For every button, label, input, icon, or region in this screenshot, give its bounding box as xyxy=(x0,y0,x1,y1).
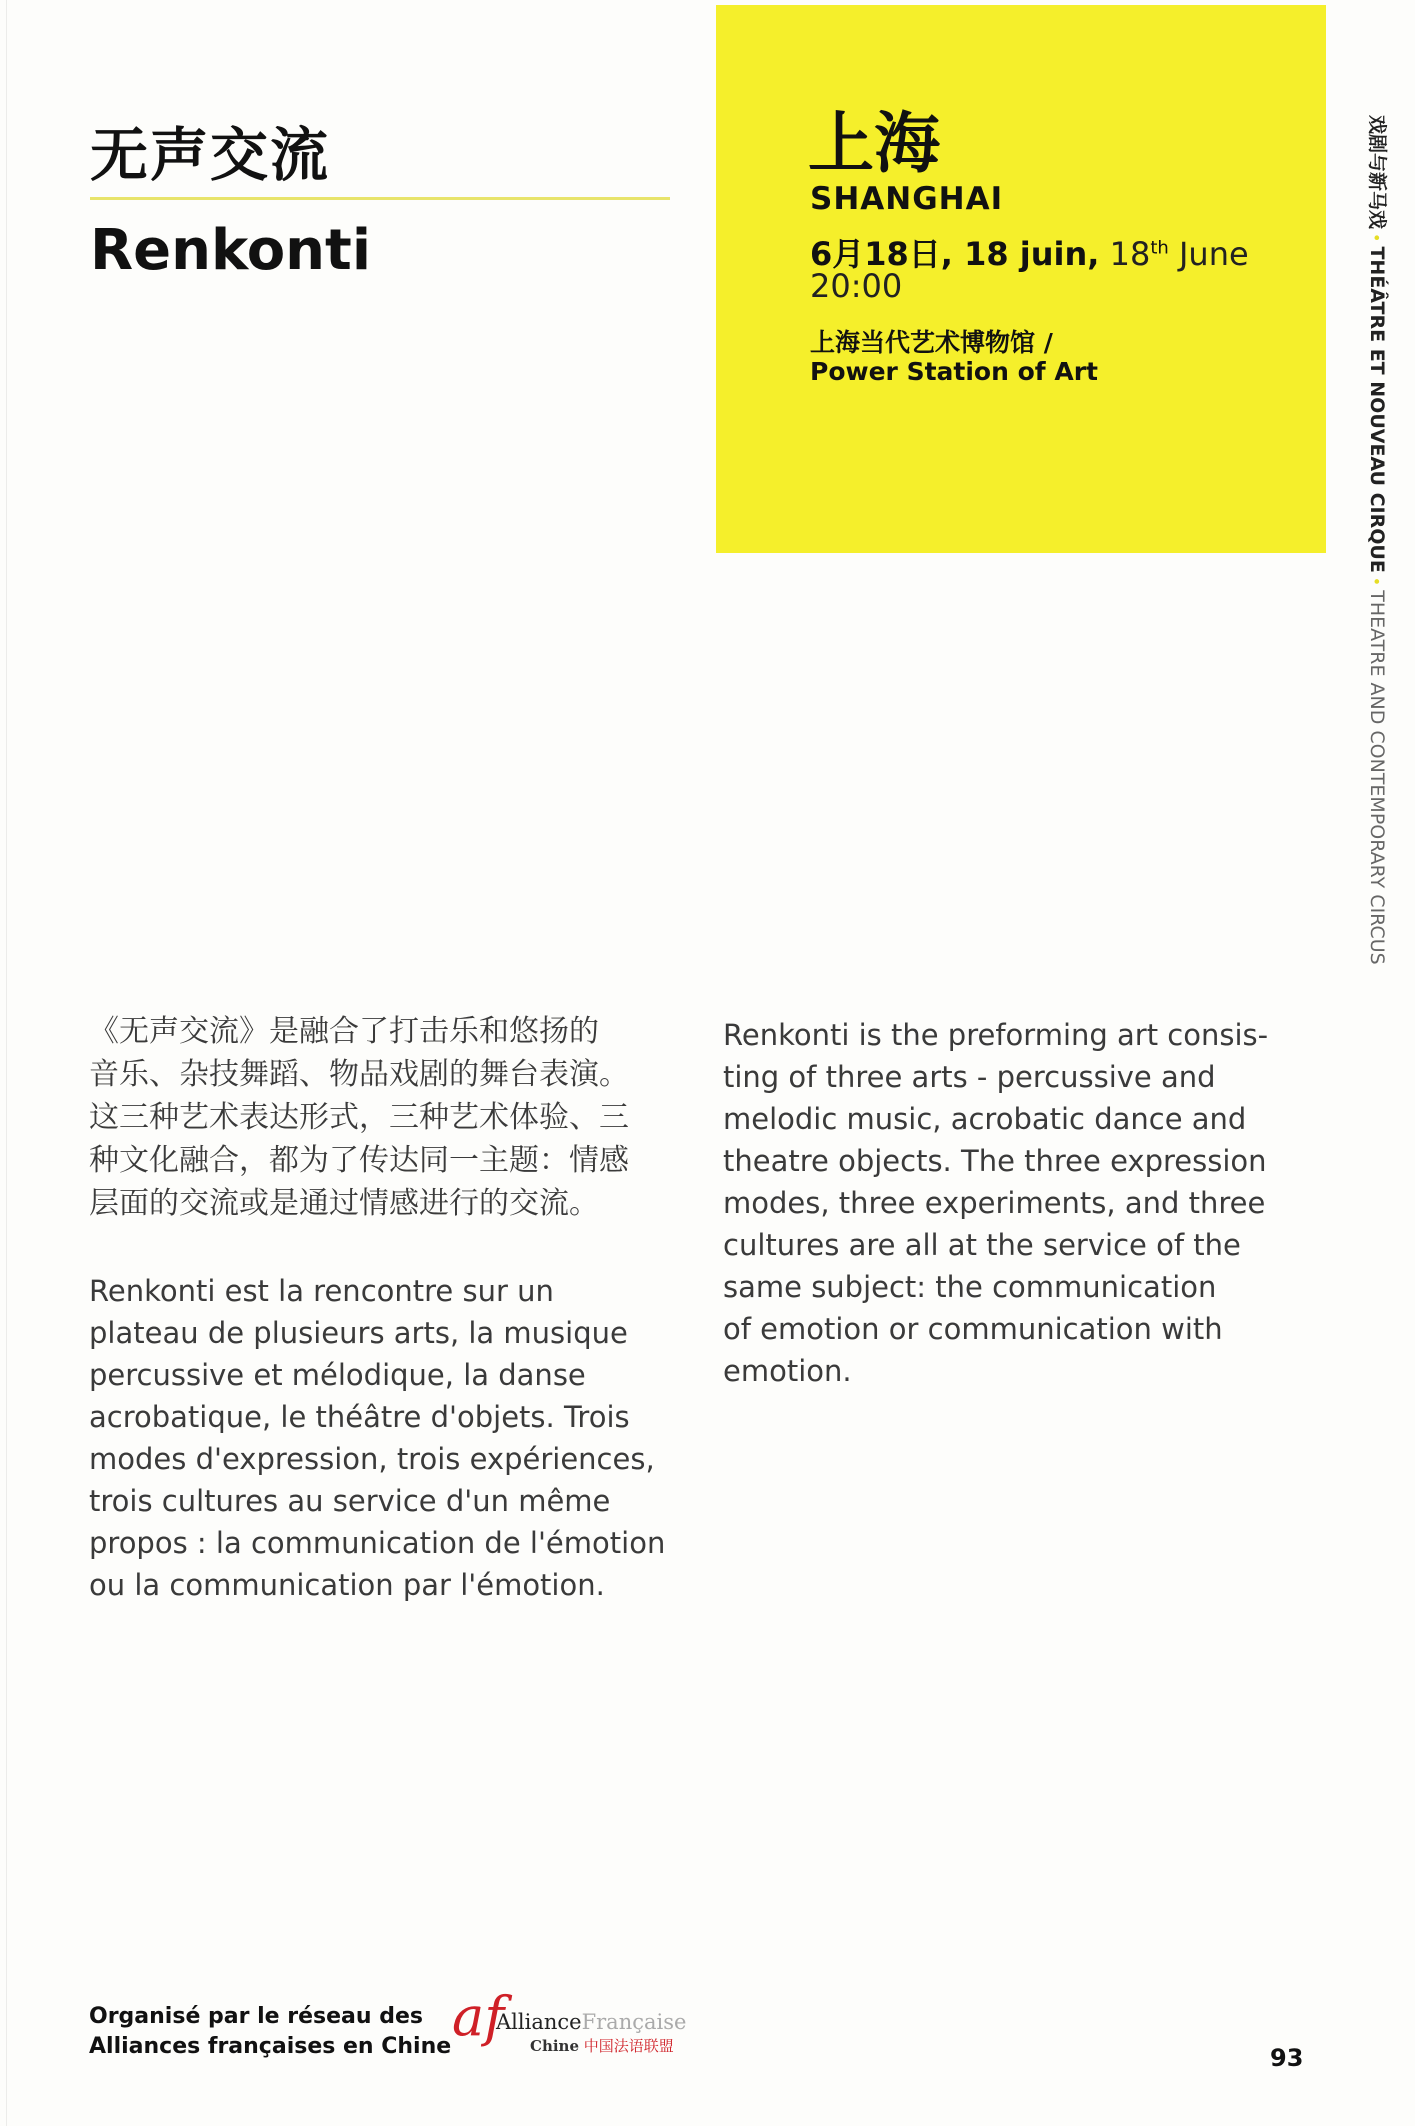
text-line: trois cultures au service d'un même xyxy=(89,1484,611,1518)
text-line: percussive et mélodique, la danse xyxy=(89,1358,586,1392)
af-logo-mark: af xyxy=(452,1985,505,2048)
text-line: plateau de plusieurs arts, la musique xyxy=(89,1316,628,1350)
page-number: 93 xyxy=(1270,2044,1304,2072)
date-suffix: th xyxy=(1150,237,1169,259)
alliance-francaise-logo xyxy=(452,1985,692,2060)
organizer-line: Alliances françaises en Chine xyxy=(89,2034,452,2059)
text-line: cultures are all at the service of the xyxy=(723,1228,1241,1262)
date-day: 18 xyxy=(1109,235,1151,273)
text-line: Renkonti est la rencontre sur un xyxy=(89,1274,554,1308)
text-line: 种文化融合，都为了传达同一主题：情感 xyxy=(89,1143,629,1178)
organizer-line: Organisé par le réseau des xyxy=(89,2004,423,2029)
page-fold-line xyxy=(6,0,7,2126)
text-line: acrobatique, le théâtre d'objets. Trois xyxy=(89,1400,630,1434)
logo-word-alliance: Alliance xyxy=(496,2010,582,2034)
venue-chinese: 上海当代艺术博物馆 / xyxy=(810,328,1053,357)
text-line: 这三种艺术表达形式，三种艺术体验、三 xyxy=(89,1100,629,1135)
text-line: ting of three arts - percussive and xyxy=(723,1060,1216,1094)
date-bold: 6月18日, 18 juin, xyxy=(810,235,1100,273)
text-line: ou la communication par l'émotion. xyxy=(89,1568,605,1602)
title-chinese: 无声交流 xyxy=(90,121,331,189)
event-info-box xyxy=(716,5,1326,553)
description-chinese xyxy=(89,1010,689,1225)
text-line: modes, three experiments, and three xyxy=(723,1186,1266,1220)
city-chinese: 上海 xyxy=(808,105,940,182)
text-line: 《无声交流》是融合了打击乐和悠扬的 xyxy=(89,1014,599,1049)
section-label-zh: 戏剧与新马戏 xyxy=(1366,115,1388,230)
description-english xyxy=(723,1014,1303,1392)
text-line: propos : la communication de l'émotion xyxy=(89,1526,666,1560)
description-french xyxy=(89,1270,689,1606)
text-line: 音乐、杂技舞蹈、物品戏剧的舞台表演。 xyxy=(89,1057,629,1092)
section-label-fr: THÉÂTRE ET NOUVEAU CIRQUE xyxy=(1366,246,1388,573)
venue-english: Power Station of Art xyxy=(810,357,1098,386)
text-line: Renkonti is the preforming art consis- xyxy=(723,1018,1269,1052)
text-line: theatre objects. The three expression xyxy=(723,1144,1267,1178)
logo-wordmark xyxy=(496,2010,686,2034)
text-line: emotion. xyxy=(723,1354,852,1388)
title-divider xyxy=(90,197,670,200)
city-english: SHANGHAI xyxy=(810,181,1004,217)
logo-sub-chinese: 中国法语联盟 xyxy=(583,2037,674,2055)
event-time: 20:00 xyxy=(810,267,903,305)
section-label-en: THEATRE AND CONTEMPORARY CIRCUS xyxy=(1366,590,1388,965)
text-line: modes d'expression, trois expériences, xyxy=(89,1442,655,1476)
description-left-column xyxy=(89,1010,689,1606)
logo-subtitle xyxy=(530,2035,674,2056)
text-line: same subject: the communication xyxy=(723,1270,1217,1304)
title-latin: Renkonti xyxy=(90,218,372,283)
date-month: June xyxy=(1178,235,1249,273)
text-line: 层面的交流或是通过情感进行的交流。 xyxy=(89,1186,599,1221)
bullet-dot: • xyxy=(1367,233,1386,243)
logo-sub-chine: Chine xyxy=(530,2037,579,2055)
section-side-label xyxy=(1360,115,1400,965)
bullet-dot: • xyxy=(1367,576,1386,587)
text-line: of emotion or communication with xyxy=(723,1312,1223,1346)
text-line: melodic music, acrobatic dance and xyxy=(723,1102,1247,1136)
logo-word-francaise: Française xyxy=(581,2010,687,2034)
organizer-credit xyxy=(89,2002,451,2062)
